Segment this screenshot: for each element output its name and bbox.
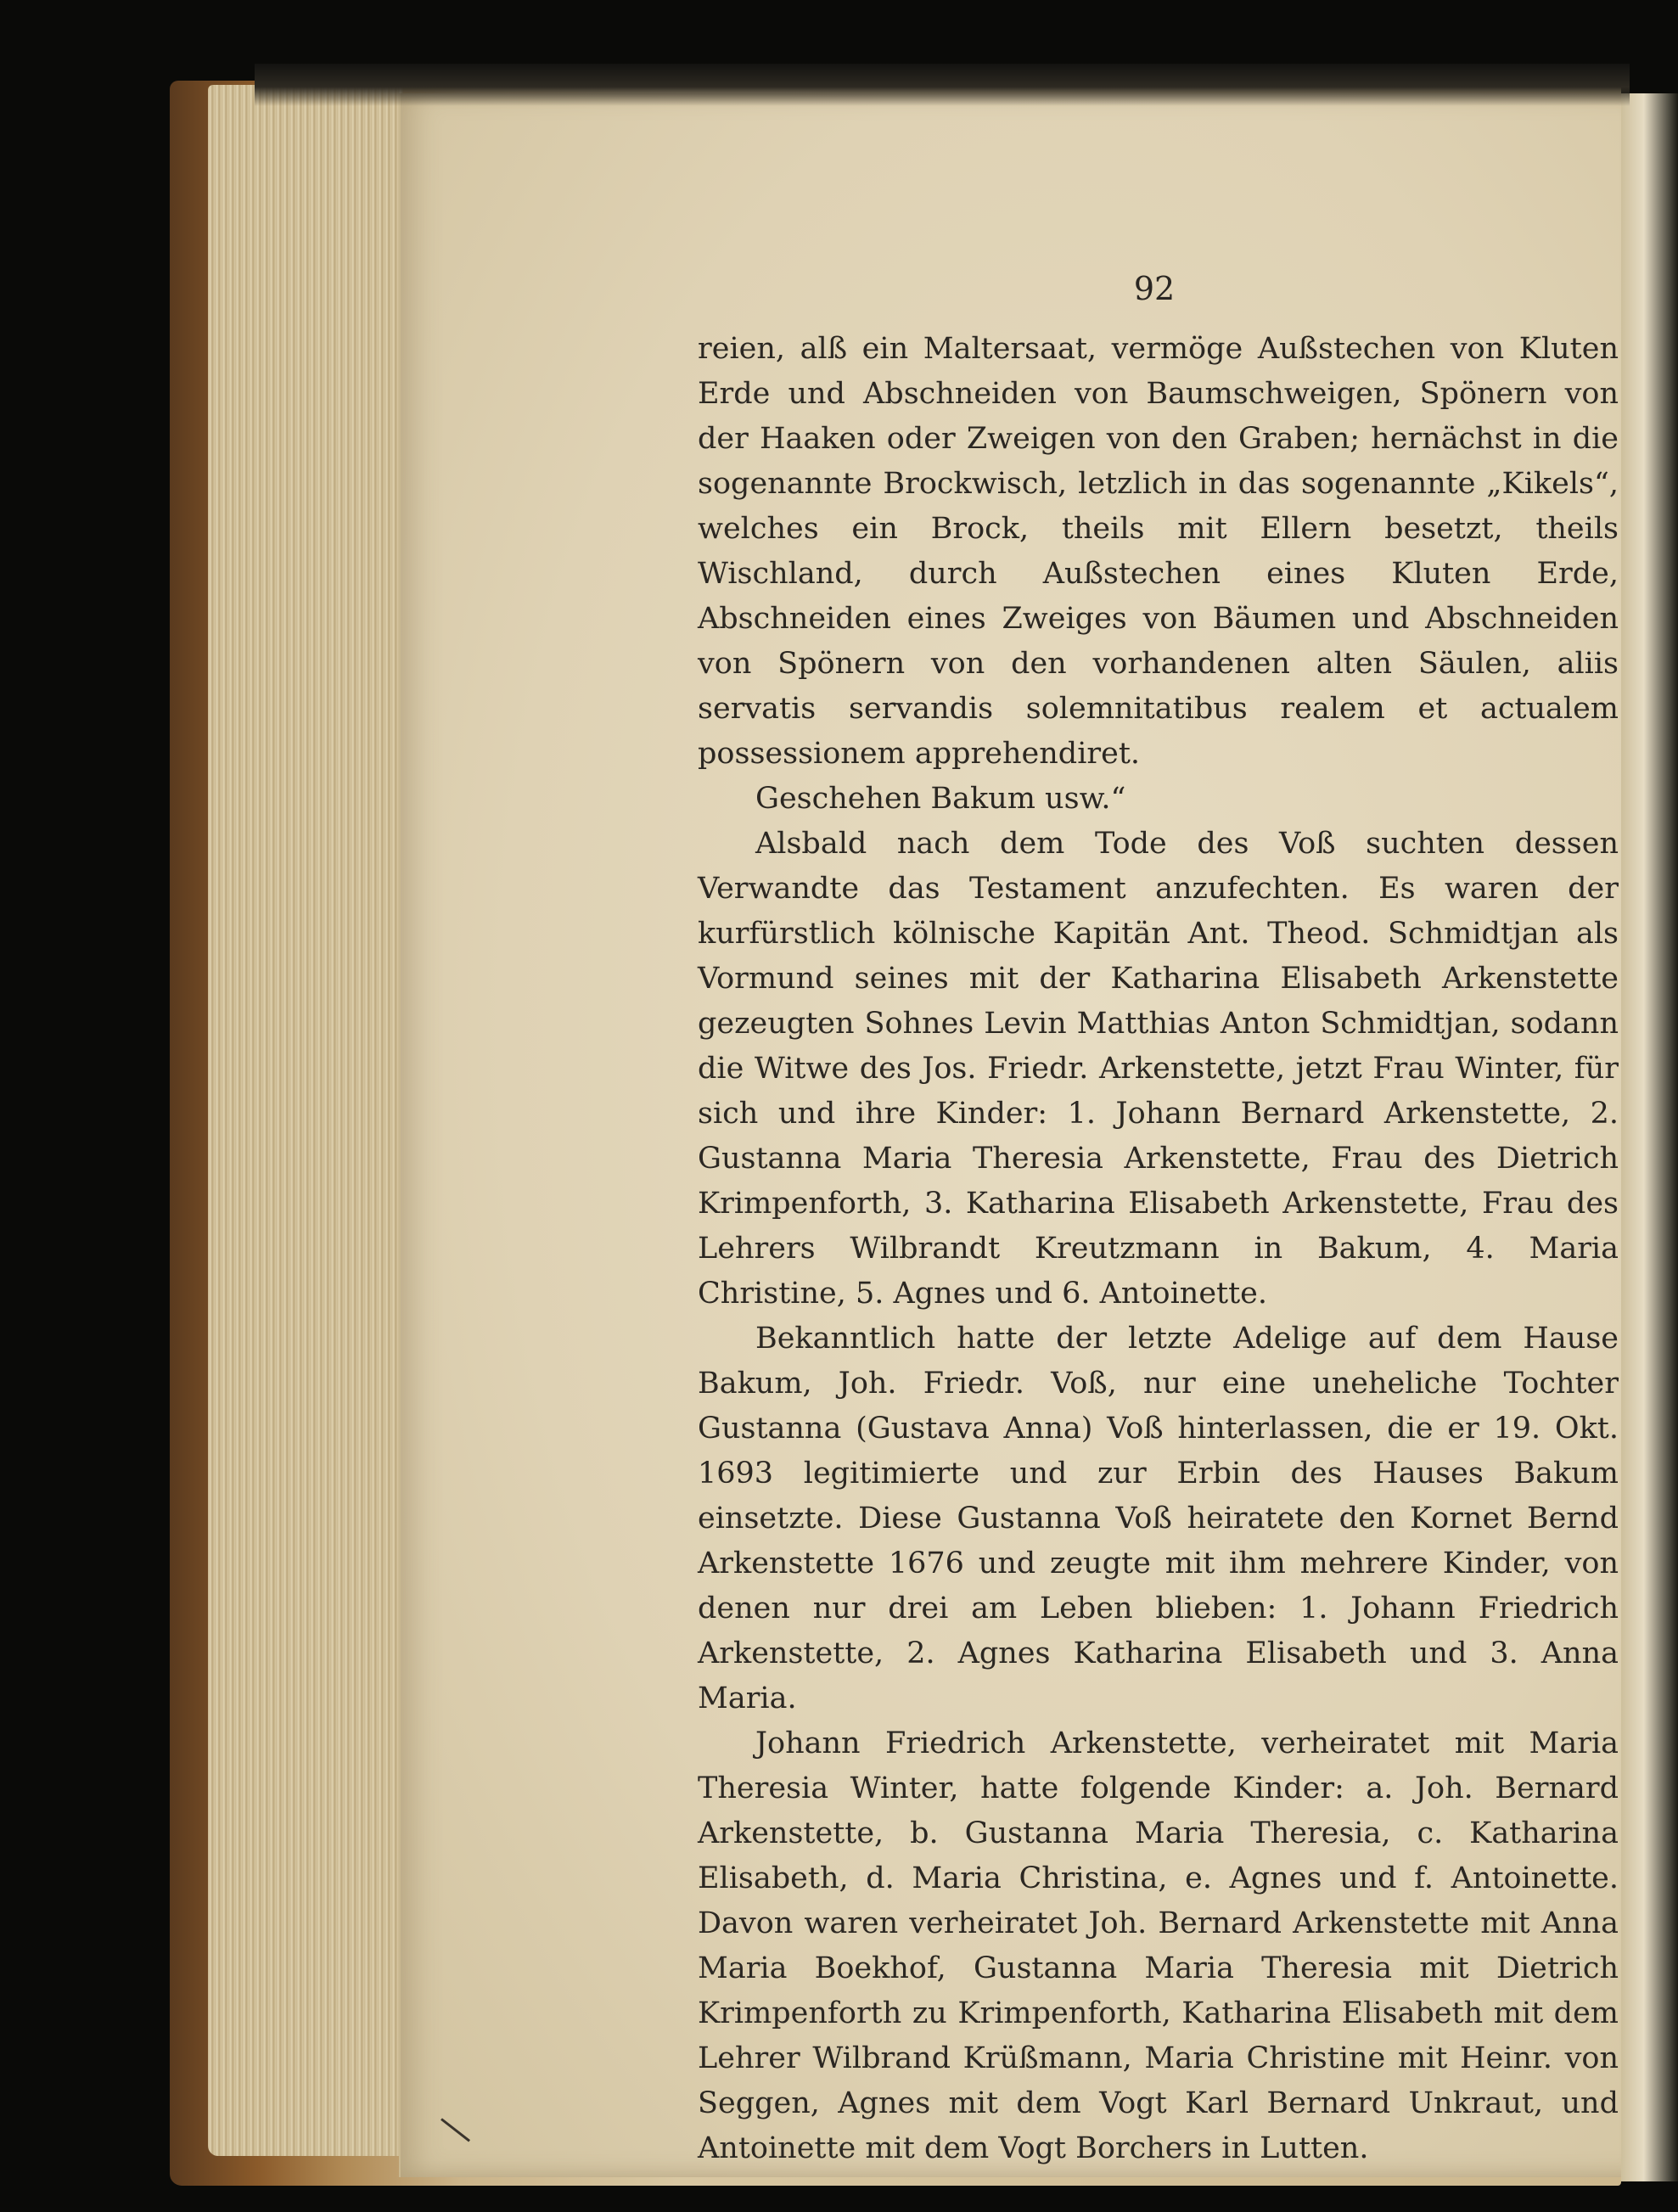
- facing-page-edge: [1621, 93, 1678, 2181]
- page-stack-edge: [208, 85, 403, 2156]
- binding-shadow: [255, 64, 1630, 106]
- paragraph: Geschehen Bakum usw.“: [755, 782, 1126, 816]
- paragraph: Alsbald nach dem Tode des Voß suchten dessen Verwandte das Testament anzufechten. Es waren der kurfürstlich kölnische Kapitän Ant. Theod. Schmidtjan als Vormund seines mit der Katharina Elisabeth Arkenstette gezeugten Sohnes Levin Matthias Anton Schmidtjan, sodann die Witwe des Jos. Friedr. Arkenstette, jetzt Frau Winter, für sich und ihre Kinder: 1. Johann Bernard Arkenstette, 2. Gustanna Maria Theresia Arkenstette, Frau des Dietrich Krimpenforth, 3. Katharina Elisabeth Arkenstette, Frau des Lehrers Wilbrandt Kreutzmann in Bakum, 4. Maria Christine, 5. Agnes und 6. Antoinette.: [698, 827, 1619, 1311]
- body-text: [698, 327, 1619, 2165]
- paragraph: Johann Friedrich Arkenstette, verheiratet mit Maria Theresia Winter, hatte folgende Kinder: a. Joh. Bernard Arkenstette, b. Gustanna Maria Theresia, c. Katharina Elisabeth, d. Maria Christina, e. Agnes und f. Antoinette. Davon waren verheiratet Joh. Bernard Arkenstette mit Anna Maria Boekhof, Gustanna Maria Theresia mit Dietrich Krimpenforth zu Krimpenforth, Katharina Elisabeth mit dem Lehrer Wilbrand Krüßmann, Maria Christine mit Heinr. von Seggen, Agnes mit dem Vogt Karl Bernard Unkraut, und Antoinette mit dem Vogt Borchers in Lutten.: [698, 1726, 1619, 2165]
- paragraph: Bekanntlich hatte der letzte Adelige auf dem Hause Bakum, Joh. Friedr. Voß, nur eine uneheliche Tochter Gustanna (Gustava Anna) Voß hinterlassen, die er 19. Okt. 1693 legitimierte und zur Erbin des Hauses Bakum einsetzte. Diese Gustanna Voß heiratete den Kornet Bernd Arkenstette 1676 und zeugte mit ihm mehrere Kinder, von denen nur drei am Leben blieben: 1. Johann Friedrich Arkenstette, 2. Agnes Katharina Elisabeth und 3. Anna Maria.: [698, 1322, 1619, 1715]
- paragraph: reien, alß ein Maltersaat, vermöge Außstechen von Kluten Erde und Abschneiden von Baumschweigen, Spönern von der Haaken oder Zweigen von den Graben; hernächst in die sogenannte Brockwisch, letzlich in das sogenannte „Kikels“, welches ein Brock, theils mit Ellern besetzt, theils Wischland, durch Außstechen eines Kluten Erde, Abschneiden eines Zweiges von Bäumen und Abschneiden von Spönern von den vorhandenen alten Säulen, aliis servatis servandis solemnitatibus realem et actualem possessionem apprehendiret.: [698, 332, 1619, 771]
- page-number: 92: [1133, 270, 1176, 307]
